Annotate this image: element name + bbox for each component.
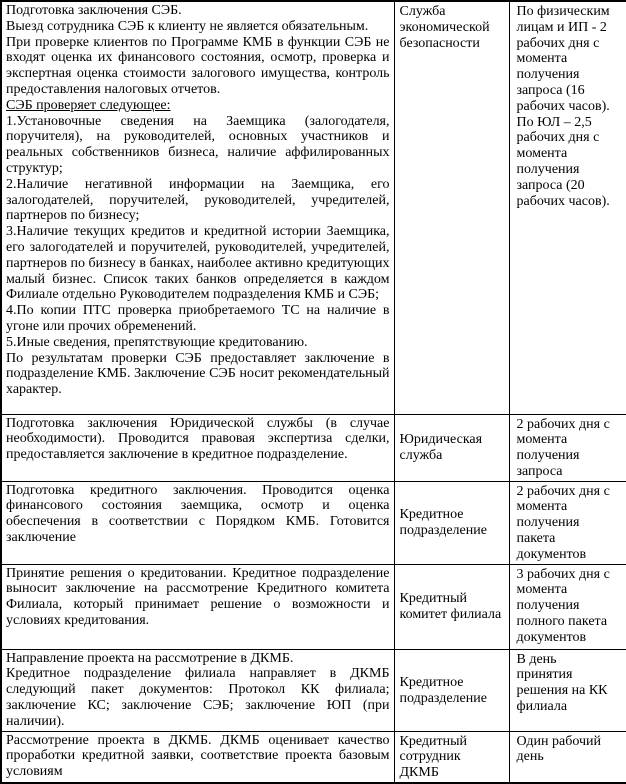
timeframe-paragraph: 2 рабочих дня с момента получения запроса bbox=[516, 416, 610, 479]
timeframe-cell bbox=[509, 564, 626, 649]
department-label: Юридическая служба bbox=[399, 432, 483, 464]
procedure-cell bbox=[1, 414, 394, 481]
timeframe-paragraph: По физическим лицам и ИП - 2 рабочих дня с момента получения запроса (16 рабочих часов). bbox=[516, 4, 610, 114]
department-cell bbox=[394, 564, 509, 649]
department-label: Кредитное подразделение bbox=[399, 507, 487, 539]
department-cell bbox=[394, 649, 509, 731]
procedure-paragraph: 4.По копии ПТС проверка приобретаемого ТС на наличие в угоне или прочих обременений. bbox=[6, 303, 390, 334]
timeframe-paragraph: По ЮЛ – 2,5 рабочих дня с момента получения запроса (20 рабочих часов). bbox=[516, 114, 610, 209]
table-row bbox=[1, 649, 626, 731]
timeframe-paragraph: В день принятия решения на КК филиала bbox=[516, 651, 608, 715]
procedure-paragraph: 3.Наличие текущих кредитов и кредитной истории Заемщика, его залогодателей и поручителей, руководителей, учредителей, партнеров по бизнесу в банках, наиболее активно кредитующих малый бизнес. Список таких банков определяется в каждом Филиале отдельно Руководителем подразделения КМБ и СЭБ; bbox=[6, 224, 390, 303]
department-label: Кредитный сотрудник ДКМБ bbox=[399, 733, 467, 781]
department-label: Кредитный комитет филиала bbox=[399, 591, 502, 623]
procedure-paragraph: Подготовка заключения СЭБ. bbox=[6, 3, 182, 18]
procedure-paragraph: При проверке клиентов по Программе КМБ в функции СЭБ не входят оценка их финансового состояния, осмотр, проверка и экспертная оценка стоимости залогового имущества, контроль предоставления налоговых отчетов. bbox=[6, 34, 390, 97]
timeframe-paragraph: 3 рабочих дня с момента получения полного пакета документов bbox=[516, 566, 610, 645]
department-cell bbox=[394, 414, 509, 481]
department-cell bbox=[394, 1, 509, 414]
table-row bbox=[1, 564, 626, 649]
department-label: Служба экономической безопасности bbox=[399, 4, 490, 51]
procedure-paragraph: Принятие решения о кредитовании. Кредитное подразделение выносит заключение на рассмотрение Кредитного комитета Филиала, который принимает решение о возможности и условиях кредитования. bbox=[6, 565, 390, 629]
department-cell bbox=[394, 481, 509, 564]
timeframe-cell bbox=[509, 649, 626, 731]
timeframe-paragraph: Один рабочий день bbox=[516, 733, 602, 765]
procedure-table-body bbox=[1, 1, 626, 783]
procedure-paragraph: СЭБ проверяет следующее: bbox=[6, 97, 171, 113]
procedure-paragraph: 1.Установочные сведения на Заемщика (залогодателя, поручителя), на руководителей, основных участников и реальных собственников бизнеса, наличие аффилированных структур; bbox=[6, 113, 390, 176]
procedure-paragraph: Рассмотрение проекта в ДКМБ. ДКМБ оценивает качество проработки кредитной заявки, соответствие проекта базовым условиям bbox=[6, 732, 390, 780]
procedure-cell bbox=[1, 564, 394, 649]
table-row bbox=[1, 731, 626, 783]
procedure-cell bbox=[1, 1, 394, 414]
procedure-cell bbox=[1, 481, 394, 564]
procedure-paragraph: 5.Иные сведения, препятствующие кредитованию. bbox=[6, 334, 308, 350]
procedure-cell bbox=[1, 731, 394, 783]
procedure-paragraph: Направление проекта на рассмотрение в ДКМБ. bbox=[6, 650, 294, 666]
timeframe-paragraph: 2 рабочих дня с момента получения пакета документов bbox=[516, 483, 610, 562]
table-row bbox=[1, 1, 626, 414]
table-row bbox=[1, 481, 626, 564]
procedure-paragraph: Выезд сотрудника СЭБ к клиенту не является обязательным. bbox=[6, 18, 369, 34]
department-cell bbox=[394, 731, 509, 783]
procedure-paragraph: Кредитное подразделение филиала направляет в ДКМБ следующий пакет документов: Протокол КК филиала; заключение КС; заключение СЭБ; заключение ЮП (при наличии). bbox=[6, 666, 390, 729]
procedure-cell bbox=[1, 649, 394, 731]
timeframe-cell bbox=[509, 1, 626, 414]
department-label: Кредитное подразделение bbox=[399, 674, 487, 706]
procedure-paragraph: Подготовка кредитного заключения. Проводится оценка финансового состояния заемщика, осмотр и оценка обеспечения в соответствии с Порядком КМБ. Готовится заключение bbox=[6, 482, 390, 546]
procedure-paragraph: По результатам проверки СЭБ предоставляет заключение в подразделение КМБ. Заключение СЭБ носит рекомендательный характер. bbox=[6, 350, 390, 398]
table-row bbox=[1, 414, 626, 481]
timeframe-cell bbox=[509, 481, 626, 564]
timeframe-cell bbox=[509, 414, 626, 481]
procedure-paragraph: Подготовка заключения Юридической службы (в случае необходимости). Проводится правовая экспертиза сделки, предоставляется заключение в кредитное подразделение. bbox=[6, 415, 390, 463]
timeframe-cell bbox=[509, 731, 626, 783]
procedure-paragraph: 2.Наличие негативной информации на Заемщика, его залогодателей, поручителей, руководителей, учредителей, партнеров по бизнесу; bbox=[6, 176, 390, 224]
